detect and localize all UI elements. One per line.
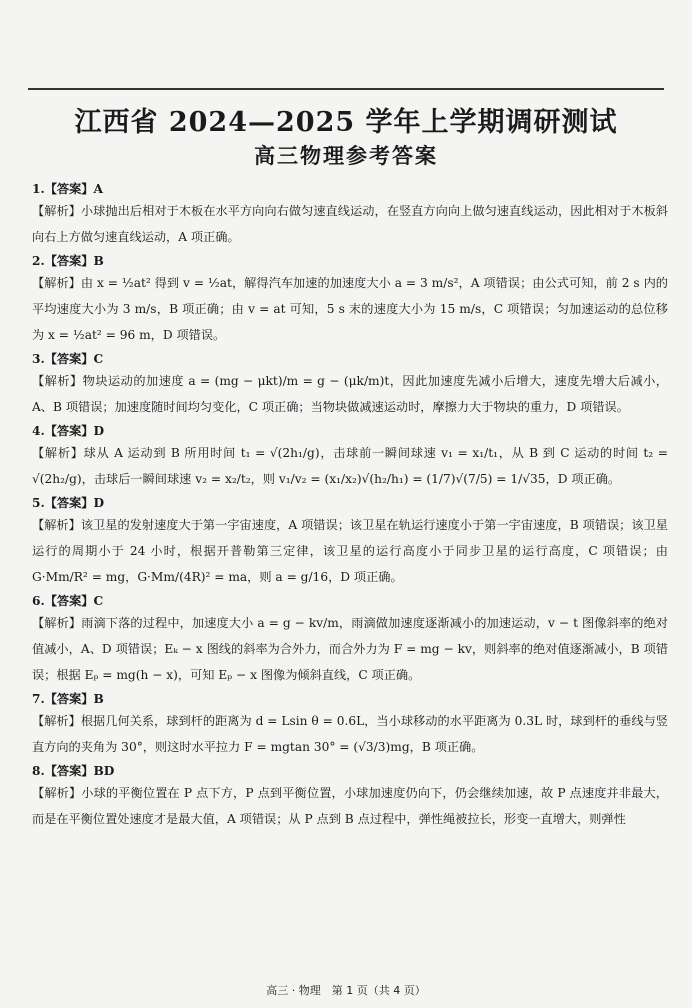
- question-8: [32, 762, 668, 832]
- explanation: 【解析】小球的平衡位置在 P 点下方，P 点到平衡位置，小球加速度仍向下，仍会继续加速，故 P 点速度并非最大，而是在平衡位置处速度才是最大值，A 项错误；从 P 点到 B 点过程中，弹性绳被拉长，形变一直增大，则弹性: [32, 786, 668, 826]
- question-2: [32, 252, 668, 348]
- explanation: 【解析】该卫星的发射速度大于第一宇宙速度，A 项错误；该卫星在轨运行速度小于第一宇宙速度，B 项错误；该卫星运行的周期小于 24 小时，根据开普勒第三定律，该卫星的运行高度小于同步卫星的运行高度，C 项错误；由 G·Mm/R² = mg，G·Mm/(4R)² = ma，则 a = g/16，D 项正确。: [32, 518, 668, 584]
- answer-label: 7.【答案】B: [32, 692, 104, 706]
- explanation: 【解析】雨滴下落的过程中，加速度大小 a = g − kv/m，雨滴做加速度逐渐减小的加速运动，v − t 图像斜率的绝对值减小，A、D 项错误；Eₖ − x 图线的斜率为合外力，而合外力为 F = mg − kv，则斜率的绝对值逐渐减小，B 项错误；根据 Eₚ = mg(h − x)，可知 Eₚ − x 图像为倾斜直线，C 项正确。: [32, 616, 668, 682]
- page-title: 江西省 2024—2025 学年上学期调研测试: [74, 107, 618, 138]
- answer-label: 5.【答案】D: [32, 496, 105, 510]
- page-footer: 高三 · 物理 第 1 页（共 4 页）: [266, 984, 426, 997]
- question-3: [32, 350, 668, 420]
- answer-label: 6.【答案】C: [32, 594, 104, 608]
- answers-list: [32, 178, 668, 832]
- answer-label: 2.【答案】B: [32, 254, 104, 268]
- explanation: 【解析】小球抛出后相对于木板在水平方向向右做匀速直线运动，在竖直方向向上做匀速直线运动，因此相对于木板斜向右上方做匀速直线运动，A 项正确。: [32, 204, 668, 244]
- question-4: [32, 422, 668, 492]
- answer-label: 8.【答案】BD: [32, 764, 115, 778]
- question-1: [32, 180, 668, 250]
- answer-label: 3.【答案】C: [32, 352, 104, 366]
- explanation: 【解析】物块运动的加速度 a = (mg − μkt)/m = g − (μk/m)t，因此加速度先减小后增大，速度先增大后减小，A、B 项错误；加速度随时间均匀变化，C 项正确；当物块做减速运动时，摩擦力大于物块的重力，D 项错误。: [32, 374, 668, 414]
- question-7: [32, 690, 668, 760]
- question-5: [32, 494, 668, 590]
- explanation: 【解析】球从 A 运动到 B 所用时间 t₁ = √(2h₁/g)，击球前一瞬间球速 v₁ = x₁/t₁，从 B 到 C 运动的时间 t₂ = √(2h₂/g)，击球后一瞬间球速 v₂ = x₂/t₂，则 v₁/v₂ = (x₁/x₂)√(h₂/h₁) = (1/7)√(7/5) = 1/√35，D 项正确。: [32, 446, 668, 486]
- question-6: [32, 592, 668, 688]
- explanation: 【解析】根据几何关系，球到杆的距离为 d = Lsin θ = 0.6L，当小球移动的水平距离为 0.3L 时，球到杆的垂线与竖直方向的夹角为 30°，则这时水平拉力 F = mgtan 30° = (√3/3)mg，B 项正确。: [32, 714, 668, 754]
- answer-label: 1.【答案】A: [32, 182, 103, 196]
- explanation: 【解析】由 x = ½at² 得到 v = ½at，解得汽车加速的加速度大小 a = 3 m/s²，A 项错误；由公式可知，前 2 s 内的平均速度大小为 3 m/s，B 项正确；由 v = at 可知，5 s 末的速度大小为 15 m/s，C 项错误；匀加速运动的总位移为 x = ½at² = 96 m，D 项错误。: [32, 276, 668, 342]
- answer-label: 4.【答案】D: [32, 424, 105, 438]
- page-subtitle: 高三物理参考答案: [254, 143, 438, 168]
- top-rule: [28, 88, 664, 90]
